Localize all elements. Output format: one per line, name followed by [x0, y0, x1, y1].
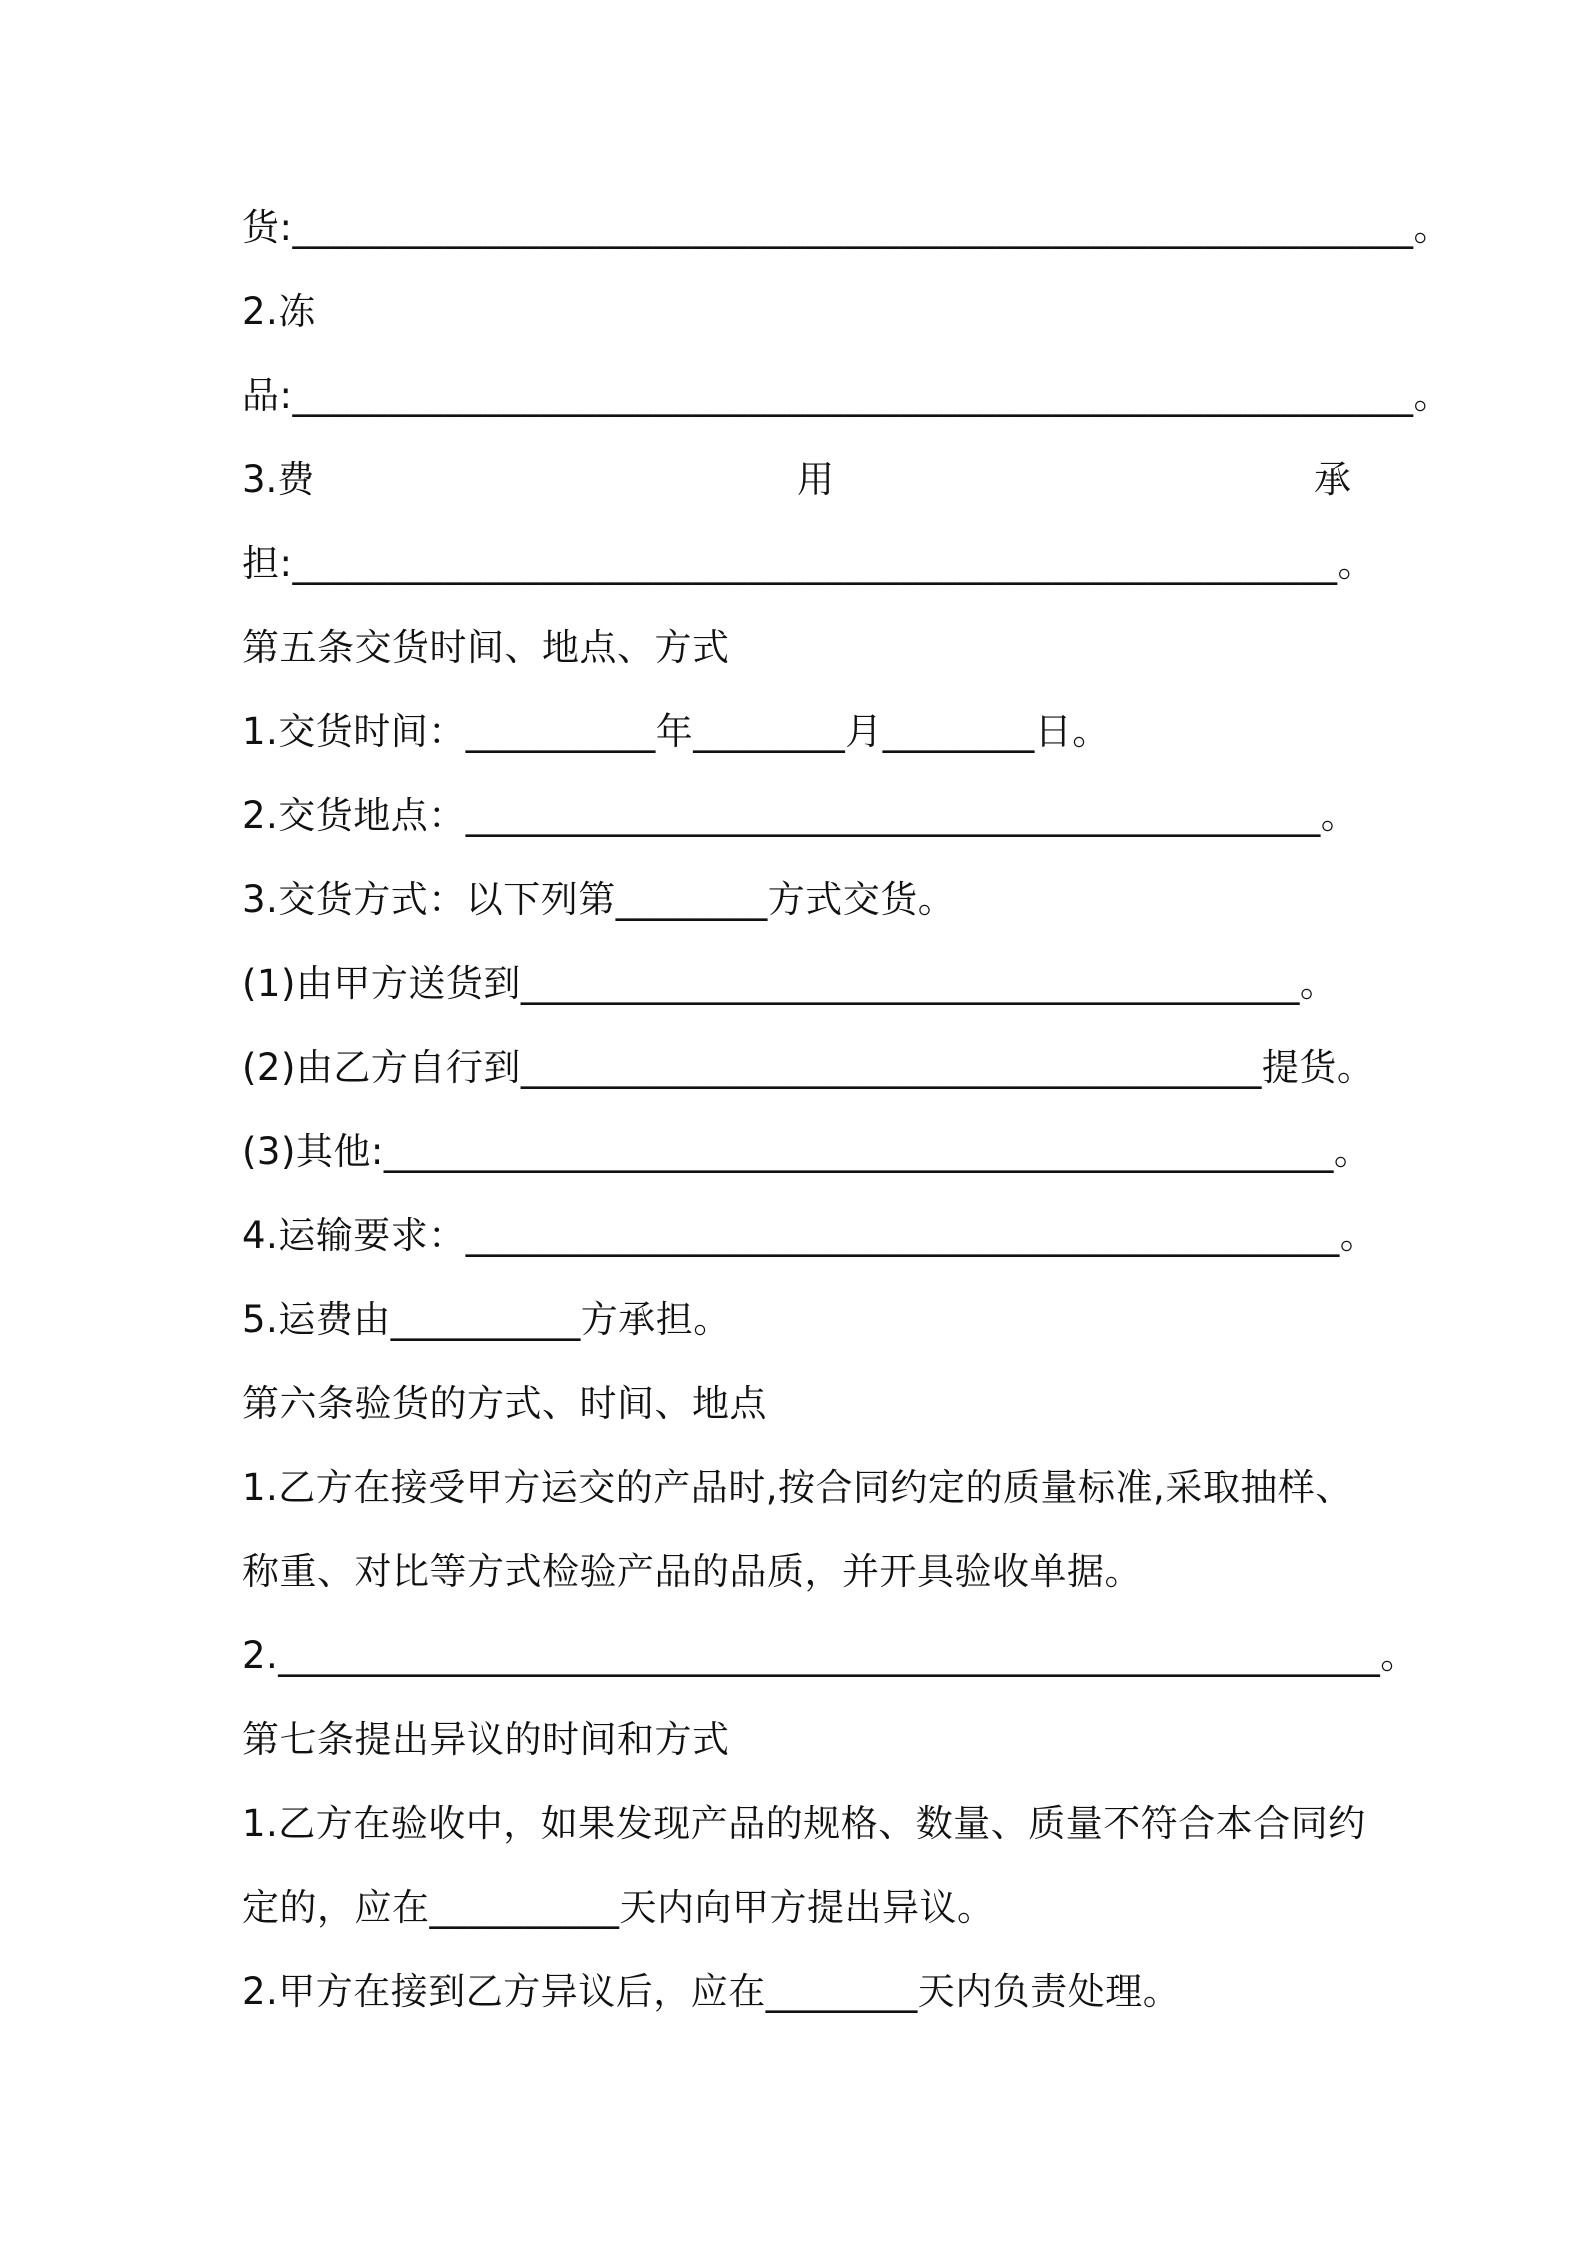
- text-fragment: 承: [1314, 458, 1351, 501]
- text-line: 2.交货地点：_____________________________________________。: [242, 794, 1359, 837]
- text-line: (1)由甲方送货到_________________________________________。: [242, 962, 1338, 1005]
- section-heading: 第六条验货的方式、时间、地点: [242, 1382, 767, 1425]
- section-heading: 第七条提出异议的时间和方式: [242, 1718, 730, 1761]
- text-line: 担:_______________________________________________________。: [242, 542, 1375, 585]
- section-heading: 第五条交货时间、地点、方式: [242, 626, 730, 669]
- text-line: 1.交货时间：__________年________月________日。: [242, 710, 1110, 753]
- text-line: 2.冻: [242, 290, 316, 333]
- text-line: 3.交货方式：以下列第________方式交货。: [242, 878, 956, 921]
- text-line: 品:___________________________________________________________。: [242, 374, 1451, 417]
- text-line: 5.运费由__________方承担。: [242, 1298, 731, 1341]
- text-line: 4.运输要求：______________________________________________。: [242, 1214, 1378, 1257]
- text-line: (2)由乙方自行到_______________________________________提货。: [242, 1046, 1375, 1089]
- text-line: 1.乙方在验收中，如果发现产品的规格、数量、质量不符合本合同约: [242, 1802, 1366, 1845]
- text-line: 2.__________________________________________________________。: [242, 1634, 1418, 1677]
- text-line: (3)其他:__________________________________________________。: [242, 1130, 1372, 1173]
- text-line: 货:___________________________________________________________。: [242, 206, 1451, 249]
- text-line: 1.乙方在接受甲方运交的产品时,按合同约定的质量标准,采取抽样、: [242, 1466, 1353, 1509]
- text-fragment: 用: [797, 458, 834, 501]
- text-line: 称重、对比等方式检验产品的品质，并开具验收单据。: [242, 1550, 1142, 1593]
- text-line: 定的，应在__________天内向甲方提出异议。: [242, 1886, 995, 1929]
- text-fragment: 3.费: [242, 458, 315, 501]
- text-line: 2.甲方在接到乙方异议后，应在________天内负责处理。: [242, 1970, 1181, 2013]
